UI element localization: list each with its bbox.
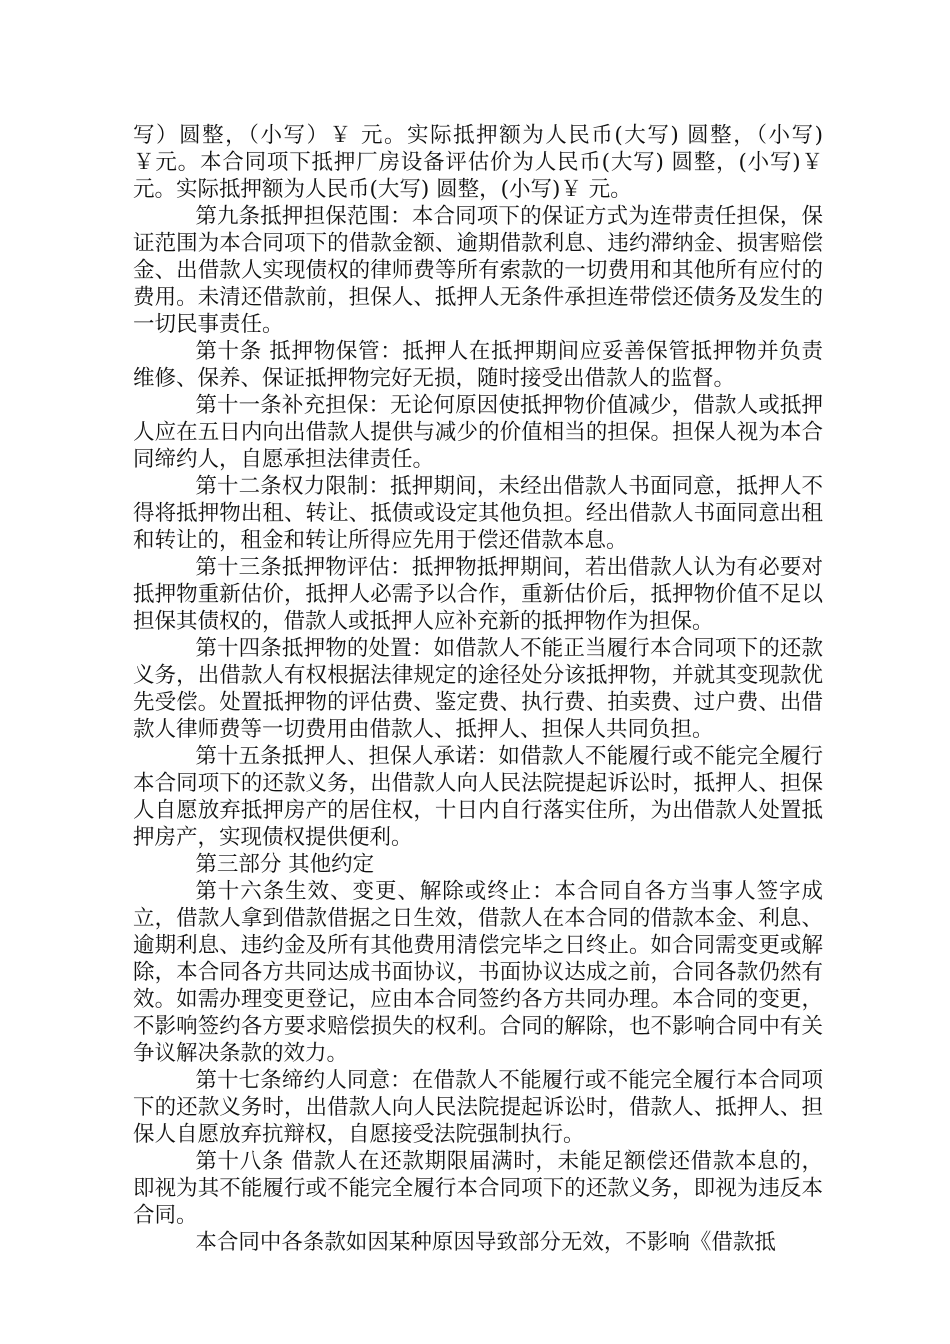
section-heading-part-3: 第三部分 其他约定 (195, 852, 375, 877)
paragraph-article-16: 第十六条生效、变更、解除或终止：本合同自各方当事人签字成立，借款人拿到借款借据之日生效，借款人在本合同的借款本金、利息、逾期利息、违约金及所有其他费用清偿完毕之日终止。如合同需变更或解除，本合同各方共同达成书面协议，书面协议达成之前，合同各款仍然有效。如需办理变更登记，应由本合同签约各方共同办理。本合同的变更，不影响签约各方要求赔偿损失的权利。合同的解除，也不影响合同中有关争议解决条款的效力。 (133, 879, 823, 1066)
paragraph-article-12: 第十二条权力限制：抵押期间，未经出借款人书面同意，抵押人不得将抵押物出租、转让、抵债或设定其他负担。经出借款人书面同意出租和转让的，租金和转让所得应先用于偿还借款本息。 (133, 474, 823, 553)
document-body (133, 122, 823, 1256)
paragraph-article-11: 第十一条补充担保：无论何原因使抵押物价值减少，借款人或抵押人应在五日内向出借款人提供与减少的价值相当的担保。担保人视为本合同缔约人，自愿承担法律责任。 (133, 393, 823, 472)
paragraph-article-17: 第十七条缔约人同意：在借款人不能履行或不能完全履行本合同项下的还款义务时，出借款人向人民法院提起诉讼时，借款人、抵押人、担保人自愿放弃抗辩权，自愿接受法院强制执行。 (133, 1068, 823, 1147)
paragraph-article-10: 第十条 抵押物保管：抵押人在抵押期间应妥善保管抵押物并负责维修、保养、保证抵押物完好无损，随时接受出借款人的监督。 (133, 339, 823, 391)
paragraph-article-18: 第十八条 借款人在还款期限届满时，未能足额偿还借款本息的，即视为其不能履行或不能完全履行本合同项下的还款义务，即视为违反本合同。 (133, 1149, 823, 1228)
paragraph-severability: 本合同中各条款如因某种原因导致部分无效，不影响《借款抵 (195, 1230, 776, 1255)
paragraph-article-13: 第十三条抵押物评估：抵押物抵押期间，若出借款人认为有必要对抵押物重新估价，抵押人必需予以合作，重新估价后，抵押物价值不足以担保其债权的，借款人或抵押人应补充新的抵押物作为担保。 (133, 555, 823, 634)
paragraph-article-9: 第九条抵押担保范围：本合同项下的保证方式为连带责任担保，保证范围为本合同项下的借款金额、逾期借款利息、违约滞纳金、损害赔偿金、出借款人实现债权的律师费等所有索款的一切费用和其他所有应付的费用。未清还借款前，担保人、抵押人无条件承担连带偿还债务及发生的一切民事责任。 (133, 204, 823, 337)
paragraph-article-14: 第十四条抵押物的处置：如借款人不能正当履行本合同项下的还款义务，出借款人有权根据法律规定的途径处分该抵押物，并就其变现款优先受偿。处置抵押物的评估费、鉴定费、执行费、拍卖费、过户费、出借款人律师费等一切费用由借款人、抵押人、担保人共同负担。 (133, 636, 823, 742)
paragraph-continued-amounts: 写）圆整，（小写）￥ 元。实际抵押额为人民币(大写) 圆整，（小写)￥元。本合同项下抵押厂房设备评估价为人民币(大写) 圆整，(小写)￥ 元。实际抵押额为人民币(大写) 圆整，(小写)￥ 元。 (133, 123, 823, 202)
paragraph-article-15: 第十五条抵押人、担保人承诺：如借款人不能履行或不能完全履行本合同项下的还款义务，出借款人向人民法院提起诉讼时，抵押人、担保人自愿放弃抵押房产的居住权，十日内自行落实住所，为出借款人处置抵押房产，实现债权提供便利。 (133, 744, 823, 850)
